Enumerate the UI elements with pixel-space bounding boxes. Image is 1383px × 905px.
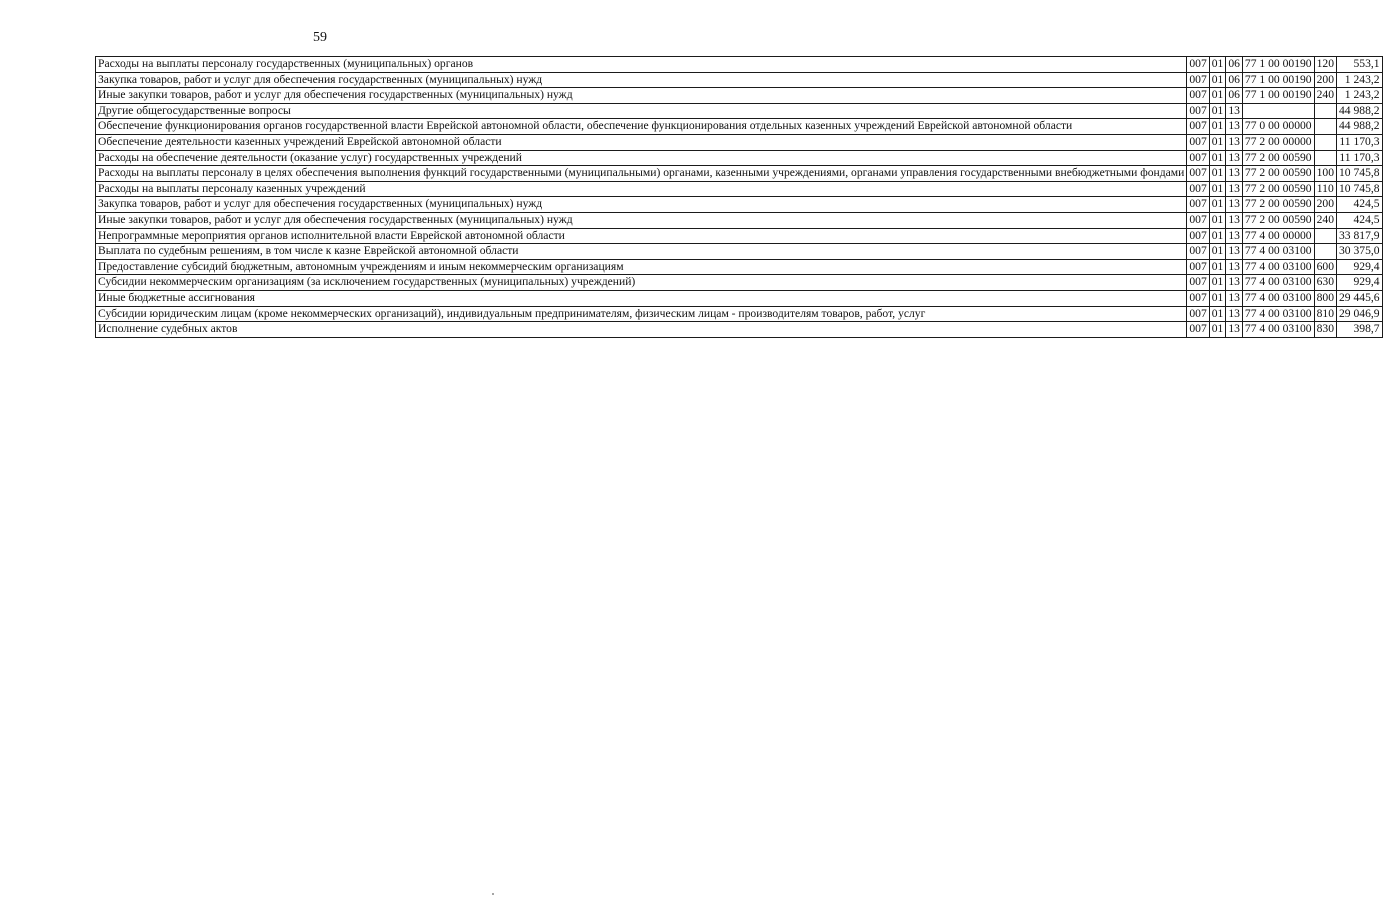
row-name-text: Расходы на выплаты персоналу в целях обеспечения выполнения функций государственными (муниципальными) органами, казенными учреждениями, органами управления государственными внебюджетными фондами — [98, 166, 1185, 180]
table-row — [96, 181, 1383, 197]
admin-code-cell: 007 — [1187, 197, 1209, 213]
amount-cell: 11 170,3 — [1336, 134, 1382, 150]
admin-code-cell: 007 — [1187, 150, 1209, 166]
target-article-cell: 77 2 00 00590 — [1242, 197, 1314, 213]
row-name-text: Непрограммные мероприятия органов исполнительной власти Еврейской автономной области — [98, 228, 565, 242]
amount-cell: 29 046,9 — [1336, 306, 1382, 322]
target-article-cell: 77 4 00 03100 — [1242, 244, 1314, 260]
row-name-cell — [96, 88, 1187, 104]
expense-type-cell: 110 — [1314, 181, 1336, 197]
row-name-text: Расходы на выплаты персоналу государственных (муниципальных) органов — [98, 57, 474, 70]
admin-code-cell: 007 — [1187, 228, 1209, 244]
subsection-code-cell: 13 — [1226, 306, 1243, 322]
subsection-code-cell: 13 — [1226, 244, 1243, 260]
section-code-cell: 01 — [1209, 150, 1226, 166]
row-name-cell — [96, 197, 1187, 213]
scan-speck — [492, 893, 494, 895]
target-article-cell: 77 4 00 03100 — [1242, 306, 1314, 322]
table-row — [96, 259, 1383, 275]
section-code-cell: 01 — [1209, 275, 1226, 291]
row-name-text: Закупка товаров, работ и услуг для обеспечения государственных (муниципальных) нужд — [98, 197, 543, 211]
table-row — [96, 290, 1383, 306]
admin-code-cell: 007 — [1187, 275, 1209, 291]
admin-code-cell: 007 — [1187, 119, 1209, 135]
amount-cell: 30 375,0 — [1336, 244, 1382, 260]
row-name-cell — [96, 119, 1187, 135]
subsection-code-cell: 06 — [1226, 88, 1243, 104]
row-name-cell — [96, 150, 1187, 166]
page-number: 59 — [313, 30, 327, 45]
subsection-code-cell: 13 — [1226, 103, 1243, 119]
row-name-text: Субсидии некоммерческим организациям (за исключением государственных (муниципальных) учреждений) — [98, 275, 636, 289]
row-name-text: Исполнение судебных актов — [98, 322, 238, 336]
row-name-text: Иные бюджетные ассигнования — [98, 290, 255, 304]
subsection-code-cell: 13 — [1226, 119, 1243, 135]
amount-cell: 44 988,2 — [1336, 103, 1382, 119]
section-code-cell: 01 — [1209, 103, 1226, 119]
table-row — [96, 57, 1383, 73]
row-name-cell — [96, 166, 1187, 182]
admin-code-cell: 007 — [1187, 212, 1209, 228]
expense-type-cell: 100 — [1314, 166, 1336, 182]
target-article-cell: 77 0 00 00000 — [1242, 119, 1314, 135]
section-code-cell: 01 — [1209, 290, 1226, 306]
expense-type-cell: 800 — [1314, 290, 1336, 306]
section-code-cell: 01 — [1209, 88, 1226, 104]
admin-code-cell: 007 — [1187, 181, 1209, 197]
expense-type-cell: 240 — [1314, 212, 1336, 228]
target-article-cell: 77 4 00 03100 — [1242, 275, 1314, 291]
amount-cell: 424,5 — [1336, 212, 1382, 228]
subsection-code-cell: 13 — [1226, 150, 1243, 166]
subsection-code-cell: 13 — [1226, 259, 1243, 275]
amount-cell: 424,5 — [1336, 197, 1382, 213]
row-name-text: Выплата по судебным решениям, в том числе к казне Еврейской автономной области — [98, 244, 519, 258]
expense-type-cell — [1314, 244, 1336, 260]
subsection-code-cell: 13 — [1226, 275, 1243, 291]
target-article-cell: 77 1 00 00190 — [1242, 72, 1314, 88]
budget-table — [95, 56, 1383, 338]
row-name-text: Расходы на выплаты персоналу казенных учреждений — [98, 181, 366, 195]
table-row — [96, 150, 1383, 166]
amount-cell: 929,4 — [1336, 275, 1382, 291]
section-code-cell: 01 — [1209, 212, 1226, 228]
budget-table-body — [96, 57, 1383, 338]
target-article-cell: 77 2 00 00590 — [1242, 181, 1314, 197]
expense-type-cell: 240 — [1314, 88, 1336, 104]
row-name-text: Предоставление субсидий бюджетным, автономным учреждениям и иным некоммерческим организациям — [98, 259, 624, 273]
table-row — [96, 103, 1383, 119]
target-article-cell: 77 2 00 00590 — [1242, 212, 1314, 228]
expense-type-cell — [1314, 134, 1336, 150]
section-code-cell: 01 — [1209, 181, 1226, 197]
admin-code-cell: 007 — [1187, 103, 1209, 119]
expense-type-cell: 200 — [1314, 197, 1336, 213]
amount-cell: 10 745,8 — [1336, 166, 1382, 182]
row-name-cell — [96, 181, 1187, 197]
expense-type-cell — [1314, 119, 1336, 135]
expense-type-cell: 810 — [1314, 306, 1336, 322]
table-row — [96, 275, 1383, 291]
expense-type-cell: 200 — [1314, 72, 1336, 88]
row-name-text: Расходы на обеспечение деятельности (оказание услуг) государственных учреждений — [98, 150, 522, 164]
table-row — [96, 228, 1383, 244]
admin-code-cell: 007 — [1187, 322, 1209, 338]
subsection-code-cell: 13 — [1226, 134, 1243, 150]
target-article-cell: 77 1 00 00190 — [1242, 88, 1314, 104]
amount-cell: 1 243,2 — [1336, 72, 1382, 88]
row-name-text: Иные закупки товаров, работ и услуг для обеспечения государственных (муниципальных) нужд — [98, 212, 573, 226]
section-code-cell: 01 — [1209, 197, 1226, 213]
expense-type-cell: 120 — [1314, 57, 1336, 73]
admin-code-cell: 007 — [1187, 134, 1209, 150]
subsection-code-cell: 13 — [1226, 228, 1243, 244]
subsection-code-cell: 13 — [1226, 166, 1243, 182]
row-name-cell — [96, 290, 1187, 306]
admin-code-cell: 007 — [1187, 166, 1209, 182]
admin-code-cell: 007 — [1187, 244, 1209, 260]
section-code-cell: 01 — [1209, 166, 1226, 182]
amount-cell: 11 170,3 — [1336, 150, 1382, 166]
section-code-cell: 01 — [1209, 228, 1226, 244]
target-article-cell: 77 4 00 03100 — [1242, 322, 1314, 338]
section-code-cell: 01 — [1209, 259, 1226, 275]
admin-code-cell: 007 — [1187, 88, 1209, 104]
subsection-code-cell: 13 — [1226, 197, 1243, 213]
subsection-code-cell: 13 — [1226, 290, 1243, 306]
table-row — [96, 166, 1383, 182]
subsection-code-cell: 13 — [1226, 322, 1243, 338]
row-name-text: Обеспечение деятельности казенных учреждений Еврейской автономной области — [98, 134, 502, 148]
amount-cell: 33 817,9 — [1336, 228, 1382, 244]
subsection-code-cell: 13 — [1226, 181, 1243, 197]
amount-cell: 29 445,6 — [1336, 290, 1382, 306]
section-code-cell: 01 — [1209, 244, 1226, 260]
table-row — [96, 322, 1383, 338]
row-name-cell — [96, 275, 1187, 291]
admin-code-cell: 007 — [1187, 290, 1209, 306]
table-row — [96, 88, 1383, 104]
row-name-cell — [96, 244, 1187, 260]
row-name-cell — [96, 306, 1187, 322]
table-row — [96, 212, 1383, 228]
admin-code-cell: 007 — [1187, 259, 1209, 275]
row-name-cell — [96, 322, 1187, 338]
section-code-cell: 01 — [1209, 134, 1226, 150]
target-article-cell — [1242, 103, 1314, 119]
section-code-cell: 01 — [1209, 57, 1226, 73]
table-row — [96, 244, 1383, 260]
table-row — [96, 72, 1383, 88]
expense-type-cell — [1314, 103, 1336, 119]
expense-type-cell: 600 — [1314, 259, 1336, 275]
table-row — [96, 197, 1383, 213]
target-article-cell: 77 2 00 00590 — [1242, 166, 1314, 182]
admin-code-cell: 007 — [1187, 72, 1209, 88]
admin-code-cell: 007 — [1187, 306, 1209, 322]
row-name-cell — [96, 72, 1187, 88]
amount-cell: 929,4 — [1336, 259, 1382, 275]
row-name-text: Обеспечение функционирования органов государственной власти Еврейской автономной области, обеспечение функционирования отдельных казенных учреждений Еврейской автономной области — [98, 119, 1073, 133]
target-article-cell: 77 2 00 00590 — [1242, 150, 1314, 166]
subsection-code-cell: 06 — [1226, 72, 1243, 88]
amount-cell: 10 745,8 — [1336, 181, 1382, 197]
target-article-cell: 77 1 00 00190 — [1242, 57, 1314, 73]
expense-type-cell: 830 — [1314, 322, 1336, 338]
amount-cell: 44 988,2 — [1336, 119, 1382, 135]
expense-type-cell — [1314, 150, 1336, 166]
target-article-cell: 77 2 00 00000 — [1242, 134, 1314, 150]
amount-cell: 1 243,2 — [1336, 88, 1382, 104]
target-article-cell: 77 4 00 03100 — [1242, 259, 1314, 275]
amount-cell: 553,1 — [1336, 57, 1382, 73]
target-article-cell: 77 4 00 00000 — [1242, 228, 1314, 244]
row-name-cell — [96, 259, 1187, 275]
target-article-cell: 77 4 00 03100 — [1242, 290, 1314, 306]
expense-type-cell — [1314, 228, 1336, 244]
table-row — [96, 134, 1383, 150]
table-row — [96, 119, 1383, 135]
amount-cell: 398,7 — [1336, 322, 1382, 338]
expense-type-cell: 630 — [1314, 275, 1336, 291]
row-name-cell — [96, 103, 1187, 119]
section-code-cell: 01 — [1209, 322, 1226, 338]
row-name-text: Субсидии юридическим лицам (кроме некоммерческих организаций), индивидуальным предпринимателям, физическим лицам - производителям товаров, работ, услуг — [98, 306, 926, 320]
row-name-cell — [96, 134, 1187, 150]
section-code-cell: 01 — [1209, 72, 1226, 88]
section-code-cell: 01 — [1209, 306, 1226, 322]
table-row — [96, 306, 1383, 322]
subsection-code-cell: 06 — [1226, 57, 1243, 73]
row-name-cell — [96, 228, 1187, 244]
row-name-text: Закупка товаров, работ и услуг для обеспечения государственных (муниципальных) нужд — [98, 72, 543, 86]
row-name-text: Другие общегосударственные вопросы — [98, 103, 291, 117]
admin-code-cell: 007 — [1187, 57, 1209, 73]
subsection-code-cell: 13 — [1226, 212, 1243, 228]
row-name-cell — [96, 57, 1187, 73]
row-name-cell — [96, 212, 1187, 228]
section-code-cell: 01 — [1209, 119, 1226, 135]
row-name-text: Иные закупки товаров, работ и услуг для обеспечения государственных (муниципальных) нужд — [98, 88, 573, 102]
